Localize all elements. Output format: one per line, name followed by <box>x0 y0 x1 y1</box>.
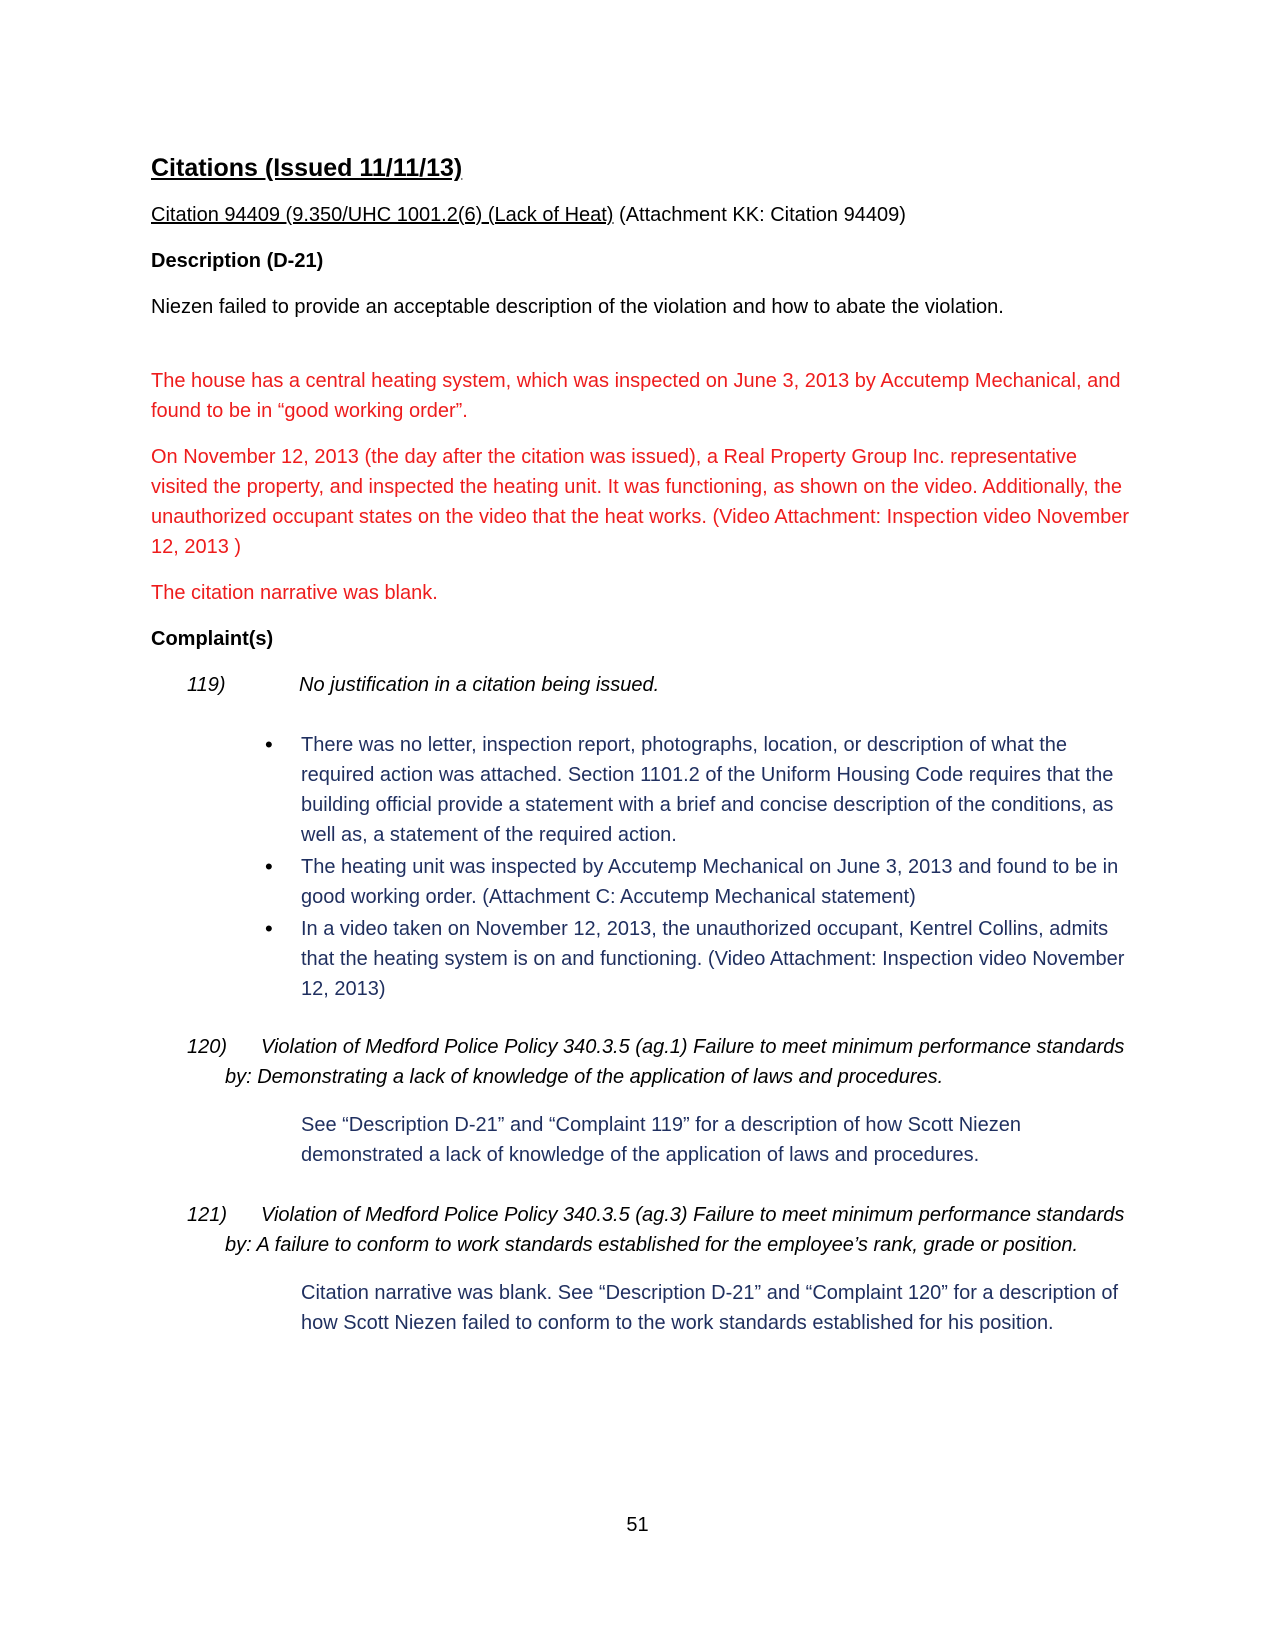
red-paragraph-narrative-blank: The citation narrative was blank. <box>151 582 438 604</box>
citation-attachment: (Attachment KK: Citation 94409) <box>613 204 906 226</box>
citation-line <box>151 200 1131 230</box>
complaint-text: Violation of Medford Police Policy 340.3.5 (ag.3) Failure to meet minimum performance standards by: A failure to conform to work standards established for the employee’s rank, grade or position. <box>225 1204 1125 1256</box>
complaint-120 <box>151 1032 1131 1092</box>
red-paragraph-inspection-visit: On November 12, 2013 (the day after the citation was issued), a Real Property Group Inc. representative visited the property, and inspected the heating unit. It was functioning, as shown on the video. Additionally, the unauthorized occupant states on the video that the heat works. (Video Attachment: Inspection video November 12, 2013 ) <box>151 446 1130 558</box>
page-number: 51 <box>626 1514 649 1536</box>
complaint-text: No justification in a citation being issued. <box>299 674 660 696</box>
red-paragraph-heating-system: The house has a central heating system, which was inspected on June 3, 2013 by Accutemp Mechanical, and found to be in “good working order”. <box>151 370 1121 422</box>
complaint-121-response: Citation narrative was blank. See “Description D-21” and “Complaint 120” for a description of how Scott Niezen failed to conform to the work standards established for his position. <box>301 1282 1119 1334</box>
complaint-119 <box>151 670 1131 700</box>
section-heading: Citations (Issued 11/11/13) <box>151 154 463 182</box>
complaint-number: 119) <box>187 674 226 696</box>
citation-title: Citation 94409 (9.350/UHC 1001.2(6) (Lack of Heat) <box>151 204 614 226</box>
complaint-119-bullets <box>151 730 1131 1004</box>
list-item: • In a video taken on November 12, 2013, the unauthorized occupant, Kentrel Collins, admits that the heating system is on and functioning. (Video Attachment: Inspection video November 12, 2013) <box>301 914 1131 1004</box>
complaint-number: 121) <box>187 1204 228 1226</box>
complaint-number: 120) <box>187 1036 228 1058</box>
spacer <box>151 338 1131 366</box>
complaint-120-response: See “Description D-21” and “Complaint 119” for a description of how Scott Niezen demonstrated a lack of knowledge of the application of laws and procedures. <box>301 1114 1021 1166</box>
complaint-121 <box>151 1200 1131 1260</box>
list-item: • There was no letter, inspection report, photographs, location, or description of what the required action was attached. Section 1101.2 of the Uniform Housing Code requires that the building official provide a statement with a brief and concise description of the conditions, as well as, a statement of the required action. <box>301 730 1131 850</box>
complaints-label: Complaint(s) <box>151 628 274 650</box>
list-item: • The heating unit was inspected by Accutemp Mechanical on June 3, 2013 and found to be in good working order. (Attachment C: Accutemp Mechanical statement) <box>301 852 1131 912</box>
description-label: Description (D-21) <box>151 250 324 272</box>
description-text: Niezen failed to provide an acceptable description of the violation and how to abate the violation. <box>151 296 1004 318</box>
complaint-text: Violation of Medford Police Policy 340.3.5 (ag.1) Failure to meet minimum performance standards by: Demonstrating a lack of knowledge of the application of laws and procedures. <box>225 1036 1125 1088</box>
document-page <box>151 150 1131 1368</box>
